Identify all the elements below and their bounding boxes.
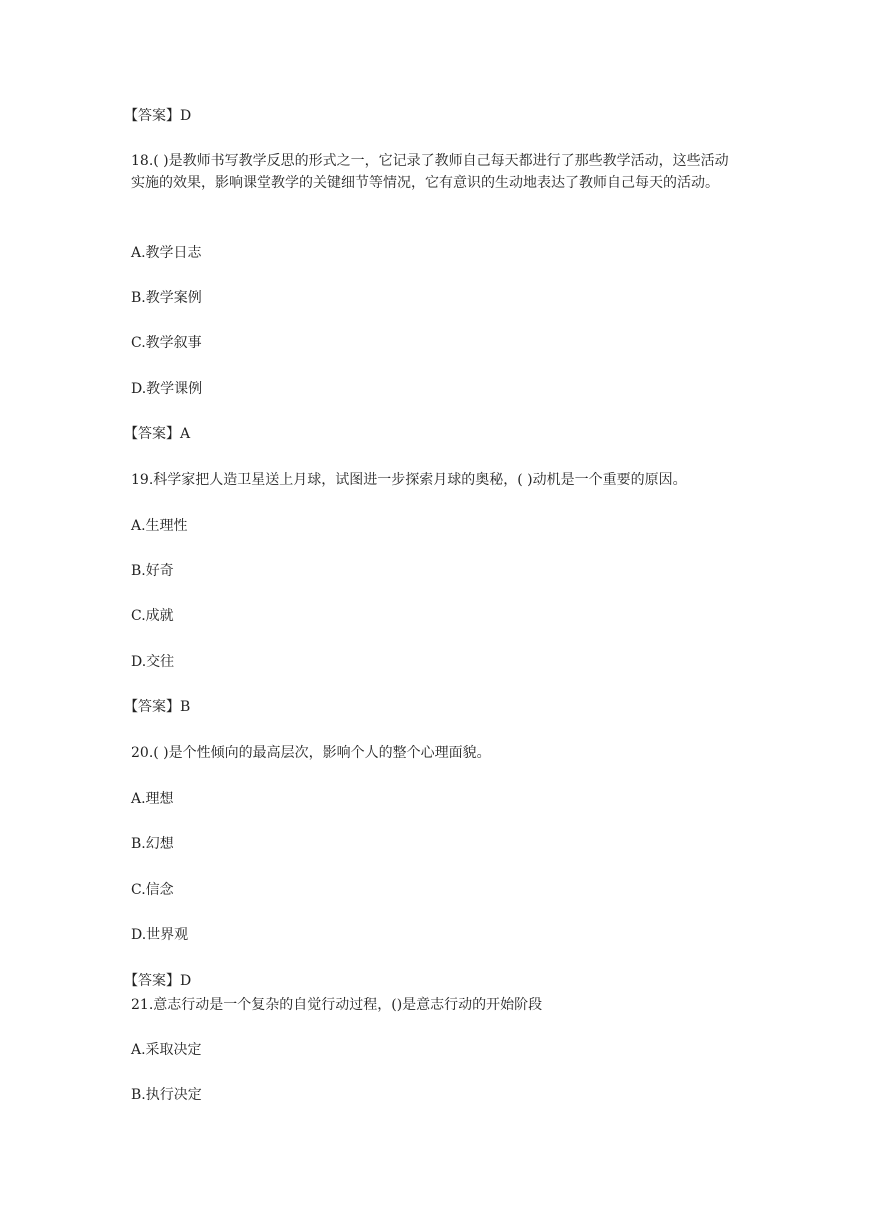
question-20-option-a: A.理想 xyxy=(131,791,174,807)
question-21-option-b: B.执行决定 xyxy=(131,1087,202,1103)
question-18-option-c: C.教学叙事 xyxy=(131,335,202,351)
question-18-stem: 18.( )是教师书写教学反思的形式之一，它记录了教师自己每天都进行了那些教学活动，这些活动实施的效果，影响课堂教学的关键细节等情况，它有意识的生动地表达了教师自己每天的活动。 xyxy=(131,153,729,191)
question-20-stem: 20.( )是个性倾向的最高层次，影响个人的整个心理面貌。 xyxy=(131,745,491,761)
question-18-option-d: D.教学课例 xyxy=(131,381,203,397)
answer-20: 【答案】D xyxy=(124,973,192,989)
question-20-option-b: B.幻想 xyxy=(131,836,174,852)
question-18-option-b: B.教学案例 xyxy=(131,290,202,306)
question-19-option-d: D.交往 xyxy=(131,654,175,670)
answer-17: 【答案】D xyxy=(124,108,192,124)
question-19-option-a: A.生理性 xyxy=(131,518,188,534)
question-21-stem: 21.意志行动是一个复杂的自觉行动过程，()是意志行动的开始阶段 xyxy=(131,997,543,1013)
question-19-stem: 19.科学家把人造卫星送上月球，试图进一步探索月球的奥秘，( )动机是一个重要的原因。 xyxy=(131,472,687,488)
answer-19: 【答案】B xyxy=(124,699,191,715)
question-21-option-a: A.采取决定 xyxy=(131,1042,202,1058)
question-19-option-c: C.成就 xyxy=(131,608,174,624)
question-20-option-c: C.信念 xyxy=(131,882,174,898)
question-20-option-d: D.世界观 xyxy=(131,927,189,943)
question-18-option-a: A.教学日志 xyxy=(131,245,202,261)
question-19-option-b: B.好奇 xyxy=(131,563,174,579)
answer-18: 【答案】A xyxy=(124,426,191,442)
